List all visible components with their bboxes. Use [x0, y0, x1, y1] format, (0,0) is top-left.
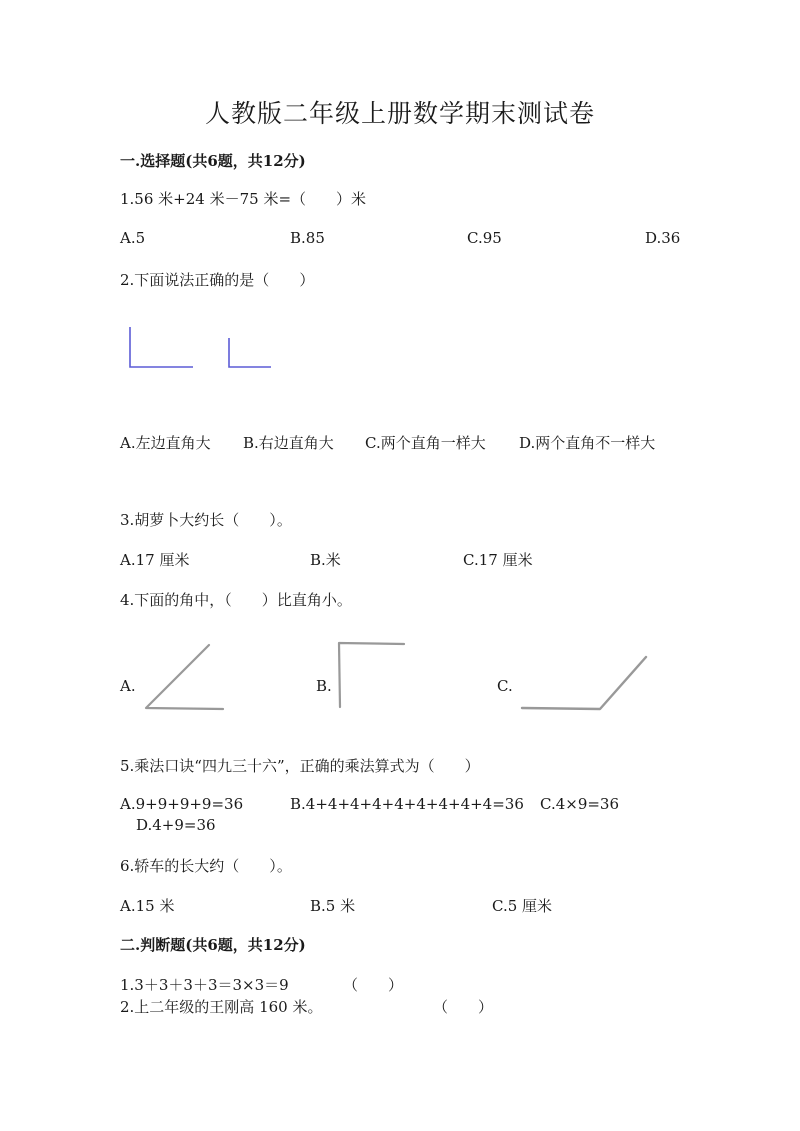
q4-option-c[interactable]: C.	[497, 677, 513, 695]
q4-option-b[interactable]: B.	[316, 677, 332, 695]
q2-option-c[interactable]: C.两个直角一样大	[365, 434, 486, 452]
q2-option-d[interactable]: D.两个直角不一样大	[519, 434, 656, 452]
tf-question-2-blank[interactable]: （ ）	[433, 998, 494, 1016]
tf-question-2-text: 2.上二年级的王刚高 160 米。	[120, 998, 323, 1016]
question-4-text: 4.下面的角中，（ ）比直角小。	[120, 591, 352, 609]
q1-option-d[interactable]: D.36	[645, 229, 681, 247]
right-angle-b	[339, 643, 404, 707]
q5-option-a[interactable]: A.9+9+9+9=36	[120, 795, 244, 813]
obtuse-angle-c	[522, 657, 646, 709]
q5-option-b[interactable]: B.4+4+4+4+4+4+4+4+4=36	[290, 795, 524, 813]
q3-option-b[interactable]: B.米	[310, 551, 341, 569]
q3-option-c[interactable]: C.17 厘米	[463, 551, 533, 569]
acute-angle-a	[146, 645, 223, 709]
question-6-text: 6.轿车的长大约（ ）。	[120, 857, 292, 875]
tf-question-1-blank[interactable]: （ ）	[343, 976, 404, 994]
page-title: 人教版二年级上册数学期末测试卷	[204, 99, 595, 128]
question-3-text: 3.胡萝卜大约长（ ）。	[120, 511, 292, 529]
q1-option-c[interactable]: C.95	[467, 229, 502, 247]
q1-option-b[interactable]: B.85	[290, 229, 325, 247]
q2-option-a[interactable]: A.左边直角大	[120, 434, 211, 452]
section-heading-choice: 一.选择题(共6题，共12分)	[120, 152, 306, 170]
q5-option-c[interactable]: C.4×9=36	[540, 795, 620, 813]
question-1-text: 1.56 米+24 米－75 米=（ ）米	[120, 190, 367, 208]
section-heading-true-false: 二.判断题(共6题，共12分)	[120, 936, 306, 954]
question-5-text: 5.乘法口诀“四九三十六”，正确的乘法算式为（ ）	[120, 757, 480, 775]
tf-question-1-text: 1.3＋3＋3＋3＝3×3＝9	[120, 976, 289, 994]
q4-option-a[interactable]: A.	[120, 677, 136, 695]
q6-option-b[interactable]: B.5 米	[310, 897, 356, 915]
q3-option-a[interactable]: A.17 厘米	[120, 551, 190, 569]
q5-option-d[interactable]: D.4+9=36	[136, 816, 216, 834]
q2-option-b[interactable]: B.右边直角大	[243, 434, 334, 452]
q6-option-c[interactable]: C.5 厘米	[492, 897, 553, 915]
q1-option-a[interactable]: A.5	[120, 229, 146, 247]
q6-option-a[interactable]: A.15 米	[120, 897, 175, 915]
question-2-text: 2.下面说法正确的是（ ）	[120, 271, 315, 289]
